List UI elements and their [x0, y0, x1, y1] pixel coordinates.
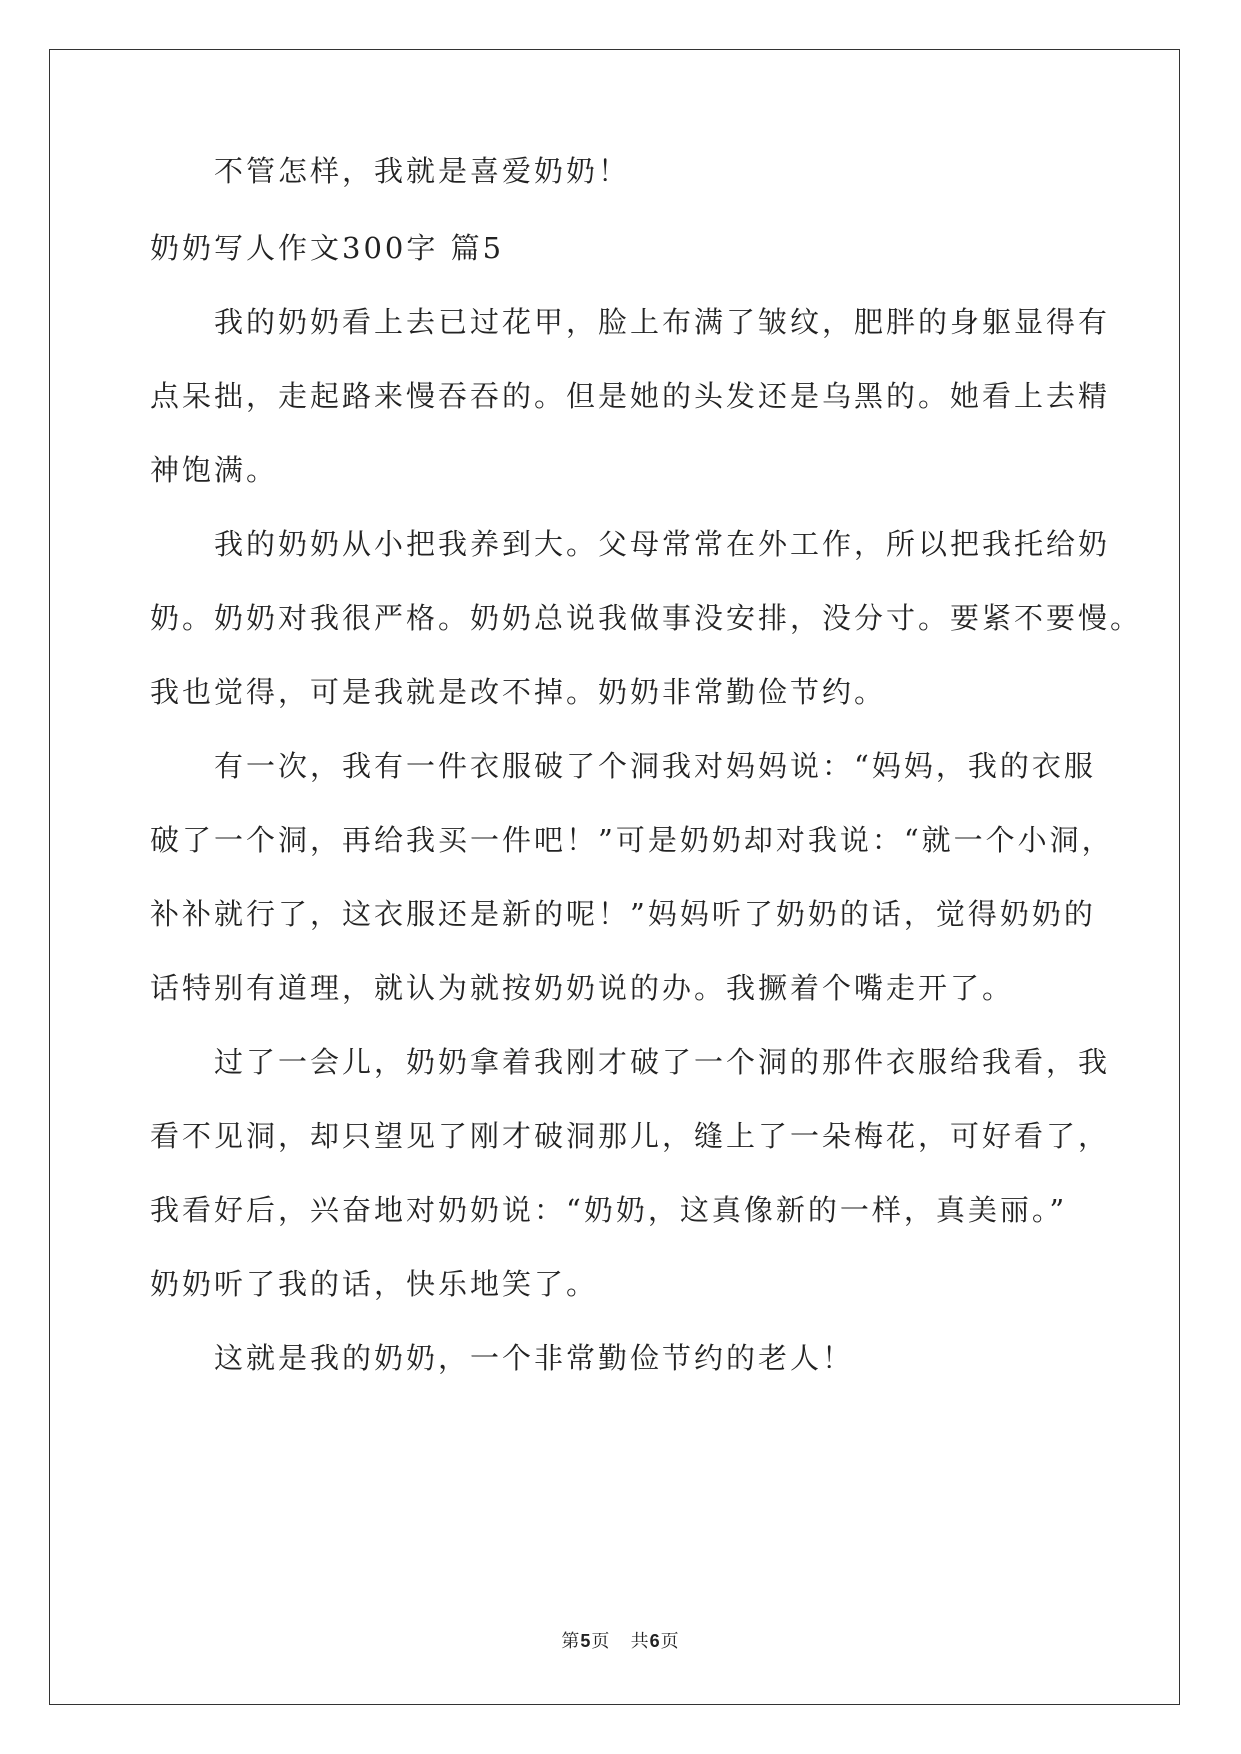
text-line-14: 看不见洞，却只望见了刚才破洞那儿，缝上了一朵梅花，可好看了， [150, 1119, 1111, 1153]
page-suffix: 页 [591, 1631, 611, 1652]
text-line-5: 神饱满。 [150, 453, 279, 487]
text-line-4: 点呆拙，走起路来慢吞吞的。但是她的头发还是乌黑的。她看上去精 [150, 379, 1111, 413]
text-line-9: 有一次，我有一件衣服破了个洞我对妈妈说：“妈妈，我的衣服 [214, 749, 1096, 783]
page-prefix: 第 [561, 1631, 581, 1652]
text-line-16: 奶奶听了我的话，快乐地笑了。 [150, 1267, 599, 1301]
text-line-10: 破了一个洞，再给我买一件吧！”可是奶奶却对我说：“就一个小洞， [150, 823, 1114, 857]
text-line-17: 这就是我的奶奶，一个非常勤俭节约的老人！ [214, 1341, 855, 1375]
text-line-6: 我的奶奶从小把我养到大。父母常常在外工作，所以把我托给奶 [214, 527, 1111, 561]
page-footer [0, 1627, 1241, 1653]
total-page-number: 6 [649, 1631, 661, 1651]
text-line-12: 话特别有道理，就认为就按奶奶说的办。我撅着个嘴走开了。 [150, 971, 1015, 1005]
text-line-15: 我看好后，兴奋地对奶奶说：“奶奶，这真像新的一样，真美丽。” [150, 1193, 1068, 1227]
text-line-7: 奶。奶奶对我很严格。奶奶总说我做事没安排，没分寸。要紧不要慢。 [150, 601, 1143, 635]
text-line-13: 过了一会儿，奶奶拿着我刚才破了一个洞的那件衣服给我看，我 [214, 1045, 1111, 1079]
text-line-1: 不管怎样，我就是喜爱奶奶！ [214, 154, 631, 188]
text-line-3: 我的奶奶看上去已过花甲，脸上布满了皱纹，肥胖的身躯显得有 [214, 305, 1111, 339]
text-line-11: 补补就行了，这衣服还是新的呢！”妈妈听了奶奶的话，觉得奶奶的 [150, 897, 1096, 931]
total-prefix: 共 [630, 1631, 650, 1652]
section-heading: 奶奶写人作文300字 篇5 [150, 231, 505, 265]
page-border [49, 49, 1180, 1705]
total-suffix: 页 [660, 1631, 680, 1652]
current-page-number: 5 [580, 1631, 592, 1651]
text-line-8: 我也觉得，可是我就是改不掉。奶奶非常勤俭节约。 [150, 675, 887, 709]
